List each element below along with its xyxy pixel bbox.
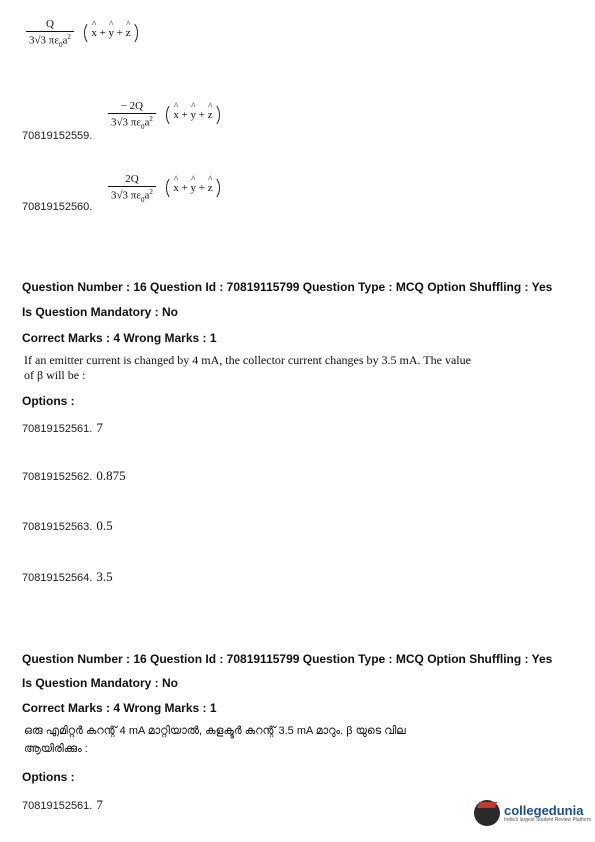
collegedunia-logo <box>474 800 591 826</box>
option-id: 70819152562. <box>22 471 93 483</box>
option-id: 70819152560. <box>22 201 93 213</box>
fraction <box>108 100 156 131</box>
option-value: 7 <box>96 797 103 812</box>
question-mandatory: Is Question Mandatory : No <box>22 305 179 319</box>
denominator: 3√3 $\pi\varepsilon_0a^2$ <box>29 33 71 49</box>
option-row-70819152561[interactable] <box>22 419 103 437</box>
question-marks: Correct Marks : 4 Wrong Marks : 1 <box>22 701 217 715</box>
numerator: 2Q <box>108 173 156 187</box>
question-meta-line1: Question Number : 16 Question Id : 70819115799 Question Type : MCQ Option Shuffling : Yes <box>22 280 553 294</box>
unit-vector-sum: ^ x + ^ y + ^ z <box>84 21 137 45</box>
question-text-line2: ആയിരിക്കും : <box>24 743 88 755</box>
option-value: 0.875 <box>96 468 126 483</box>
numerator: Q <box>26 18 74 32</box>
option-value: 0.5 <box>96 518 113 533</box>
option-row-70819152562[interactable] <box>22 467 126 485</box>
logo-text <box>504 804 591 823</box>
unit-vector-sum: ^ x + ^ y + ^ z <box>166 103 219 127</box>
numerator: − 2Q <box>108 100 156 114</box>
question-text-line1: ഒരു എമിറ്റർ കറന്റ് 4 mA മാറ്റിയാൽ, കളക്ടർ കറന്റ് 3.5 mA മാറും. β യുടെ വില <box>24 725 406 737</box>
option-row-70819152561[interactable] <box>22 796 103 814</box>
question-text-line1: If an emitter current is changed by 4 mA, the collector current changes by 3.5 mA. The value <box>24 353 471 367</box>
option-id: 70819152563. <box>22 521 93 533</box>
option-value: 7 <box>96 420 103 435</box>
option-formula-1 <box>26 18 138 49</box>
logo-name: collegedunia <box>504 802 584 818</box>
option-id: 70819152564. <box>22 572 93 584</box>
question-meta-line1: Question Number : 16 Question Id : 70819115799 Question Type : MCQ Option Shuffling : Yes <box>22 652 553 666</box>
option-formula <box>108 100 220 131</box>
fraction <box>26 18 74 49</box>
option-formula <box>108 173 220 204</box>
options-label: Options : <box>22 394 75 408</box>
option-id: 70819152561. <box>22 800 93 812</box>
denominator: 3√3 $\pi\varepsilon_0a^2$ <box>111 188 153 204</box>
question-mandatory: Is Question Mandatory : No <box>22 676 179 690</box>
option-id: 70819152559. <box>22 130 93 142</box>
question-marks: Correct Marks : 4 Wrong Marks : 1 <box>22 331 217 345</box>
question-text-line2: of β will be : <box>24 368 86 382</box>
option-id: 70819152561. <box>22 423 93 435</box>
logo-tagline: India's largest Student Review Platform <box>504 816 592 823</box>
option-value: 3.5 <box>96 569 113 584</box>
option-row-70819152563[interactable] <box>22 517 113 535</box>
options-label: Options : <box>22 770 75 784</box>
unit-vector-sum: ^ x + ^ y + ^ z <box>166 176 219 200</box>
option-row-70819152564[interactable] <box>22 568 113 586</box>
fraction <box>108 173 156 204</box>
denominator: 3√3 $\pi\varepsilon_0a^2$ <box>111 115 153 131</box>
graduation-cap-icon <box>474 800 500 826</box>
